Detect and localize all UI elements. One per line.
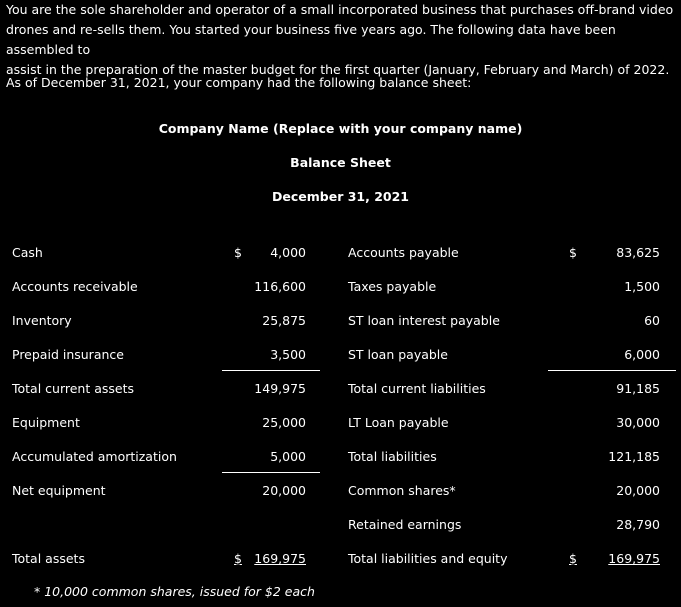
footnote: * 10,000 common shares, issued for $2 each [34, 584, 315, 599]
intro-line: assist in the preparation of the master budget for the first quarter (January, February and March) of 2022. [6, 62, 670, 77]
liability-dollar-sign: $ [569, 245, 577, 260]
asset-value: 4,000 [270, 245, 306, 260]
liability-value: 30,000 [616, 415, 660, 430]
liability-value: 1,500 [624, 279, 660, 294]
intro-paragraph [6, 0, 676, 80]
liability-label: LT Loan payable [348, 415, 449, 430]
liability-label: Common shares* [348, 483, 456, 498]
liability-value: 91,185 [616, 381, 660, 396]
asset-label: Net equipment [12, 483, 106, 498]
asset-value: 169,975 [254, 551, 306, 566]
statement-title: Balance Sheet [290, 155, 391, 170]
liability-label: Accounts payable [348, 245, 459, 260]
asset-label: Accounts receivable [12, 279, 138, 294]
liability-value: 6,000 [624, 347, 660, 362]
company-name: Company Name (Replace with your company name) [158, 121, 523, 136]
asset-label: Cash [12, 245, 43, 260]
asset-value: 3,500 [270, 347, 306, 362]
asset-dollar-sign: $ [234, 551, 242, 566]
asset-value: 25,875 [262, 313, 306, 328]
asset-label: Prepaid insurance [12, 347, 124, 362]
asset-value: 5,000 [270, 449, 306, 464]
liability-label: Taxes payable [348, 279, 437, 294]
asset-label: Total assets [12, 551, 85, 566]
liability-value: 169,975 [608, 551, 660, 566]
liability-value: 20,000 [616, 483, 660, 498]
equipment-subtotal-line [222, 472, 320, 473]
intro-line: drones and re-sells them. You started your business five years ago. The following data have been assembled to [6, 22, 616, 57]
liability-label: ST loan payable [348, 347, 448, 362]
asset-value: 149,975 [254, 381, 306, 396]
asset-dollar-sign: $ [234, 245, 242, 260]
liability-value: 28,790 [616, 517, 660, 532]
liability-label: ST loan interest payable [348, 313, 500, 328]
asset-label: Inventory [12, 313, 72, 328]
intro-line: You are the sole shareholder and operator of a small incorporated business that purchases off-brand video [6, 2, 674, 17]
asset-label: Equipment [12, 415, 80, 430]
asset-value: 25,000 [262, 415, 306, 430]
asset-value: 116,600 [254, 279, 306, 294]
asset-value: 20,000 [262, 483, 306, 498]
assets-subtotal-line [222, 370, 320, 371]
liability-label: Total liabilities and equity [348, 551, 508, 566]
liability-value: 121,185 [608, 449, 660, 464]
liability-value: 60 [644, 313, 660, 328]
asset-label: Total current assets [12, 381, 135, 396]
asset-label: Accumulated amortization [12, 449, 177, 464]
intro-sentence: As of December 31, 2021, your company had the following balance sheet: [6, 75, 472, 90]
liability-label: Total liabilities [348, 449, 437, 464]
liabilities-subtotal-line [548, 370, 676, 371]
liability-value: 83,625 [616, 245, 660, 260]
statement-date: December 31, 2021 [272, 189, 409, 204]
liability-label: Total current liabilities [348, 381, 486, 396]
liability-dollar-sign: $ [569, 551, 577, 566]
liability-label: Retained earnings [348, 517, 462, 532]
